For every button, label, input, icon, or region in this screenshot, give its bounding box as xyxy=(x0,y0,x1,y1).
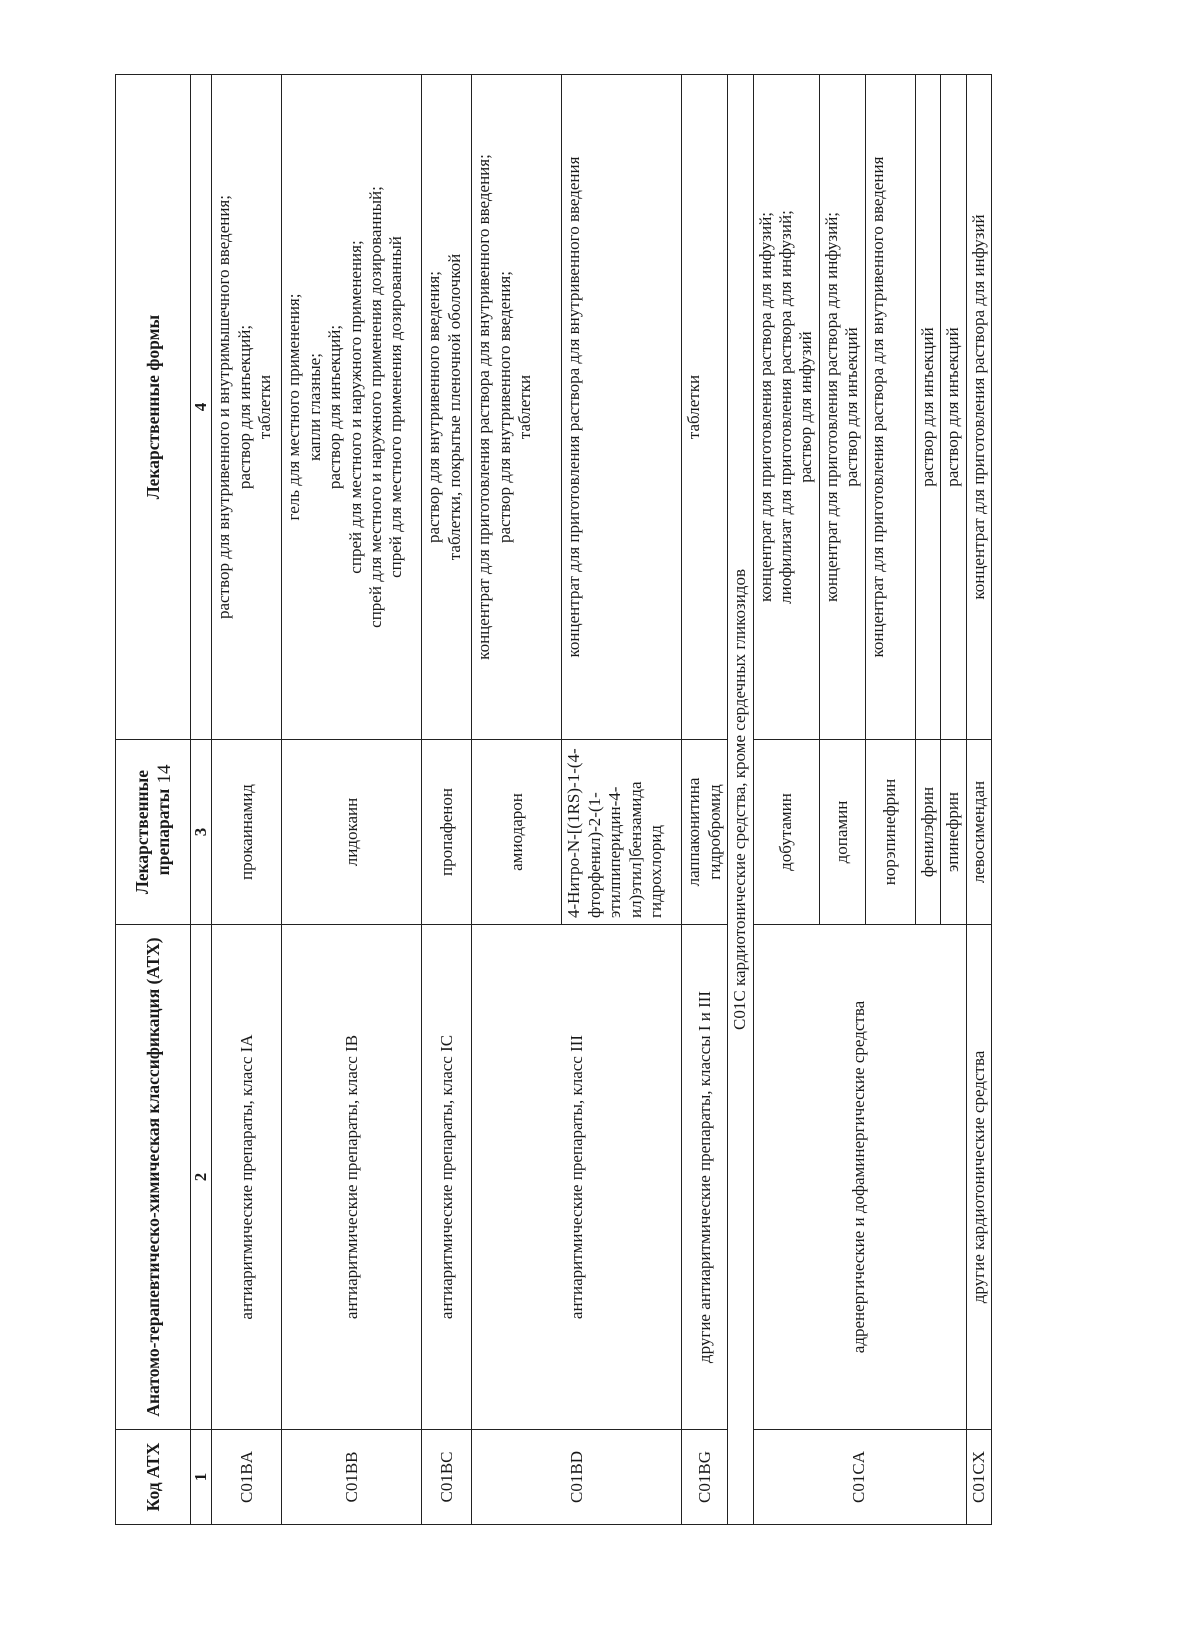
dosage-form: концентрат для приготовления раствора для инфузий; xyxy=(821,211,841,603)
dosage-form: концентрат для приготовления раствора для внутривенного введения xyxy=(564,156,584,658)
atc-class: антиаритмические препараты, класс IC xyxy=(422,925,472,1430)
col-num-2: 2 xyxy=(191,925,212,1430)
dosage-form: концентрат для приготовления раствора для инфузий xyxy=(968,214,988,600)
atc-class: антиаритмические препараты, класс III xyxy=(472,925,682,1430)
atc-code: C01BB xyxy=(282,1430,422,1525)
dosage-forms xyxy=(941,75,966,740)
dosage-form: гель для местного применения; xyxy=(284,293,304,521)
table-row xyxy=(753,75,819,1525)
atc-class: антиаритмические препараты, класс IB xyxy=(282,925,422,1430)
drug-name: допамин xyxy=(819,740,865,925)
dosage-forms xyxy=(966,75,991,740)
col-num-1: 1 xyxy=(191,1430,212,1525)
table-row xyxy=(472,75,562,1525)
rotated-table-container xyxy=(115,75,995,1525)
dosage-forms xyxy=(472,75,562,740)
dosage-forms xyxy=(865,75,915,740)
dosage-forms xyxy=(422,75,472,740)
header-atc-class: Анатомо-терапевтическо-химическая классификация (АТХ) xyxy=(116,925,191,1430)
table-row xyxy=(212,75,282,1525)
atc-code: C01BA xyxy=(212,1430,282,1525)
section-row xyxy=(728,75,753,1525)
dosage-form: таблетки xyxy=(515,374,535,440)
dosage-forms xyxy=(682,75,728,740)
drug-name: амиодарон xyxy=(472,740,562,925)
atc-class: антиаритмические препараты, класс IA xyxy=(212,925,282,1430)
drug-name: добутамин xyxy=(753,740,819,925)
dosage-form: раствор для инъекций; xyxy=(325,324,345,490)
dosage-form: раствор для инъекций xyxy=(943,327,963,487)
dosage-form: раствор для инъекций xyxy=(842,327,862,487)
dosage-forms xyxy=(819,75,865,740)
drug-name: норэпинефрин xyxy=(865,740,915,925)
atc-code: C01BD xyxy=(472,1430,682,1525)
section-title: C01C кардиотонические средства, кроме сердечных гликозидов xyxy=(728,75,753,1525)
table-row xyxy=(422,75,472,1525)
drug-name: фенилэфрин xyxy=(915,740,940,925)
dosage-form: концентрат для приготовления раствора для внутривенного введения xyxy=(867,156,887,658)
col-num-3: 3 xyxy=(191,740,212,925)
page-number: 14 xyxy=(154,764,175,784)
dosage-form: таблетки xyxy=(255,374,275,440)
dosage-forms xyxy=(562,75,682,740)
dosage-forms xyxy=(212,75,282,740)
atc-code: C01CA xyxy=(753,1430,966,1525)
header-row xyxy=(116,75,191,1525)
dosage-form: раствор для внутривенного введения; xyxy=(494,271,514,543)
dosage-form: раствор для внутривенного и внутримышечного введения; xyxy=(214,195,234,619)
drug-name: пропафенон xyxy=(422,740,472,925)
drug-table xyxy=(115,74,992,1525)
drug-name: лидокаин xyxy=(282,740,422,925)
dosage-form: раствор для инфузий xyxy=(796,331,816,483)
dosage-form: спрей для местного и наружного применения; xyxy=(345,240,365,574)
drug-name: прокаинамид xyxy=(212,740,282,925)
dosage-form: спрей для местного применения дозированный xyxy=(386,236,406,578)
table-row xyxy=(682,75,728,1525)
header-forms: Лекарственные формы xyxy=(116,75,191,740)
atc-code: C01CX xyxy=(966,1430,991,1525)
dosage-form: раствор для внутривенного введения; xyxy=(424,271,444,543)
drug-name: эпинефрин xyxy=(941,740,966,925)
atc-code: C01BC xyxy=(422,1430,472,1525)
header-drugs: Лекарственные препараты xyxy=(116,740,191,925)
dosage-form: спрей для местного и наружного применения дозированный; xyxy=(365,186,385,628)
drug-name: левосимендан xyxy=(966,740,991,925)
drug-name: лаппаконитина гидробромид xyxy=(682,740,728,925)
table-row xyxy=(282,75,422,1525)
table-row xyxy=(966,75,991,1525)
dosage-form: лиофилизат для приготовления раствора для инфузий; xyxy=(775,210,795,604)
dosage-form: раствор для инъекций xyxy=(917,327,937,487)
dosage-form: раствор для инъекций; xyxy=(234,324,254,490)
dosage-form: таблетки xyxy=(684,374,704,440)
atc-class: другие кардиотонические средства xyxy=(966,925,991,1430)
drug-name: 4-Нитро-N-[(1RS)-1-(4-фторфенил)-2-(1-этилпиперидин-4-ил)этил]бензамида гидрохлорид xyxy=(562,740,682,925)
dosage-forms xyxy=(915,75,940,740)
col-num-4: 4 xyxy=(191,75,212,740)
dosage-forms xyxy=(753,75,819,740)
dosage-form: концентрат для приготовления раствора для внутривенного введения; xyxy=(474,154,494,660)
atc-code: C01BG xyxy=(682,1430,728,1525)
dosage-form: концентрат для приготовления раствора для инфузий; xyxy=(755,211,775,603)
dosage-form: капли глазные; xyxy=(304,353,324,461)
column-number-row xyxy=(191,75,212,1525)
dosage-form: таблетки, покрытые пленочной оболочкой xyxy=(444,253,464,561)
header-code: Код АТХ xyxy=(116,1430,191,1525)
atc-class: другие антиаритмические препараты, классы I и III xyxy=(682,925,728,1430)
atc-class: адренергические и дофаминергические средства xyxy=(753,925,966,1430)
dosage-forms xyxy=(282,75,422,740)
